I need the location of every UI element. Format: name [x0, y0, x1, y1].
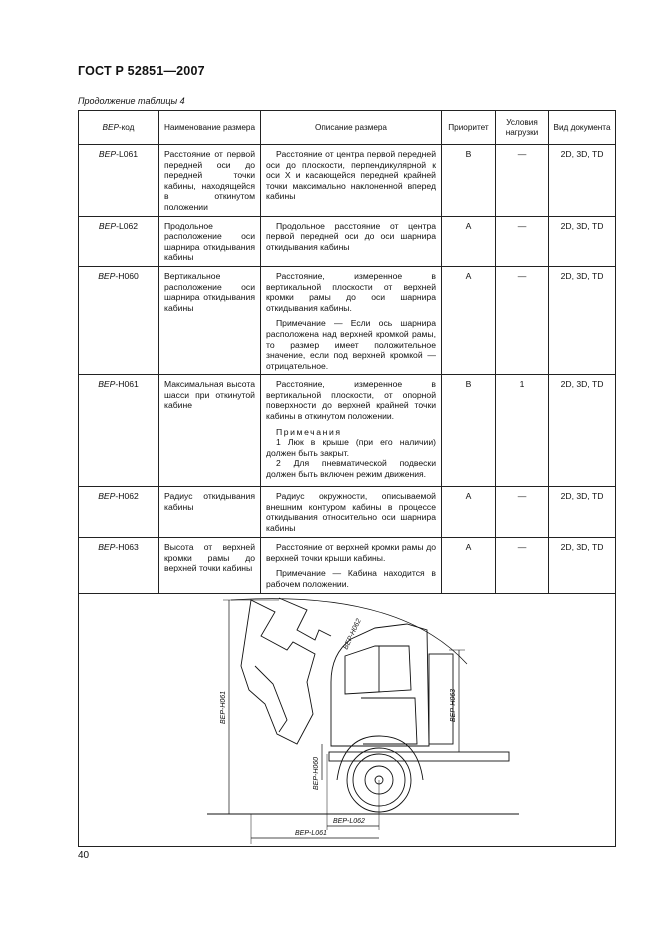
- row-code: BEP-L061: [79, 145, 159, 217]
- table-row: [79, 216, 616, 266]
- row-name: Вертикальное расположение оси шарнира откидывания кабины: [159, 266, 261, 374]
- row-doc-type: 2D, 3D, TD: [549, 145, 616, 217]
- cab-window: [345, 646, 411, 694]
- header-priority: Приоритет: [442, 111, 496, 145]
- table-continuation-caption: Продолжение таблицы 4: [78, 96, 185, 106]
- tilted-cab-outline-inner: [279, 598, 331, 640]
- row-name: Максимальная высота шасси при откинутой кабине: [159, 375, 261, 487]
- row-load: 1: [496, 375, 549, 487]
- row-description: Расстояние, измеренное в вертикальной плоскости, от опорной поверхности до верхней крайней точки кабины в откинутом положении. Примечания 1 Люк в крыше (при его наличии) должен быть закрыт. 2 Для пневматической подвески должен быть включен режим движения.: [261, 375, 442, 487]
- table-row: [79, 487, 616, 538]
- cab-tilt-diagram: [79, 594, 614, 846]
- label-bep-h060: BEP-H060: [313, 756, 320, 790]
- row-description: Радиус окружности, описываемой внешним контуром кабины в процессе откидывания относительно оси шарнира кабины: [261, 487, 442, 538]
- row-doc-type: 2D, 3D, TD: [549, 538, 616, 593]
- table-header-row: [79, 111, 616, 145]
- row-load: —: [496, 487, 549, 538]
- row-doc-type: 2D, 3D, TD: [549, 216, 616, 266]
- row-priority: B: [442, 375, 496, 487]
- header-description: Описание размера: [261, 111, 442, 145]
- row-load: —: [496, 145, 549, 217]
- table-row: [79, 266, 616, 374]
- label-bep-l062: BEP-L062: [333, 817, 365, 825]
- cab-tilt-figure-cell: [79, 593, 616, 846]
- table-row: [79, 375, 616, 487]
- row-name: Расстояние от первой передней оси до передней точки кабины, находящейся в откинутом положении: [159, 145, 261, 217]
- label-bep-h062: BEP-H062: [342, 617, 363, 651]
- row-name: Высота от верхней кромки рамы до верхней точки кабины: [159, 538, 261, 593]
- table-row: [79, 145, 616, 217]
- row-code: BEP-H063: [79, 538, 159, 593]
- row-priority: A: [442, 266, 496, 374]
- row-load: —: [496, 216, 549, 266]
- label-bep-l061: BEP-L061: [295, 829, 327, 837]
- row-doc-type: 2D, 3D, TD: [549, 487, 616, 538]
- label-bep-h061: BEP-H061: [220, 690, 227, 724]
- row-description: Расстояние от центра первой передней оси до плоскости, перпендикулярной к оси X и касающейся передней крайней точки максимально наклоненной вперед кабины: [261, 145, 442, 217]
- standard-title: ГОСТ Р 52851—2007: [78, 64, 205, 78]
- row-priority: B: [442, 145, 496, 217]
- header-doc-type: Вид документа: [549, 111, 616, 145]
- page-number: 40: [78, 850, 90, 861]
- row-code: BEP-L062: [79, 216, 159, 266]
- row-description: Расстояние, измеренное в вертикальной плоскости от верхней кромки рамы до оси шарнира откидывания кабины. Примечание — Если ось шарнира расположена над верхней кромкой рамы, то размер имеет положительное значение, если под верхней кромкой — отрицательное.: [261, 266, 442, 374]
- header-name: Наименование размера: [159, 111, 261, 145]
- figure-row: [79, 593, 616, 846]
- row-load: —: [496, 266, 549, 374]
- tilted-cab-outline: [241, 600, 315, 744]
- row-name: Радиус откидывания кабины: [159, 487, 261, 538]
- label-bep-h063: BEP-H063: [450, 688, 457, 722]
- header-load: Условия нагрузки: [496, 111, 549, 145]
- row-doc-type: 2D, 3D, TD: [549, 266, 616, 374]
- row-description: Продольное расстояние от центра первой передней оси до оси шарнира откидывания кабины: [261, 216, 442, 266]
- row-priority: A: [442, 538, 496, 593]
- row-priority: A: [442, 487, 496, 538]
- row-code: BEP-H061: [79, 375, 159, 487]
- row-description: Расстояние от верхней кромки рамы до верхней точки крыши кабины. Примечание — Кабина находится в рабочем положении.: [261, 538, 442, 593]
- dimensions-table: [78, 110, 616, 847]
- row-priority: A: [442, 216, 496, 266]
- row-name: Продольное расположение оси шарнира откидывания кабины: [159, 216, 261, 266]
- row-doc-type: 2D, 3D, TD: [549, 375, 616, 487]
- table-row: [79, 538, 616, 593]
- header-code: BEP-код: [79, 111, 159, 145]
- chassis-frame: [329, 752, 509, 761]
- row-code: BEP-H060: [79, 266, 159, 374]
- row-load: —: [496, 538, 549, 593]
- row-code: BEP-H062: [79, 487, 159, 538]
